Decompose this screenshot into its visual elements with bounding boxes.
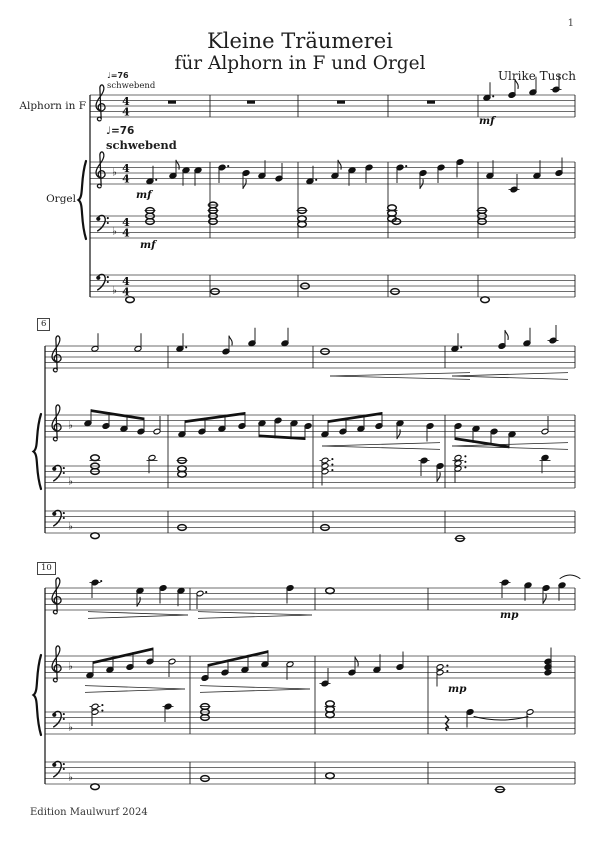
svg-text:4: 4 (122, 226, 130, 240)
rehearsal-mark-10: 10 (37, 562, 56, 575)
piece-title: Kleine Träumerei (207, 29, 393, 53)
instrument-label-alphorn: Alphorn in F (19, 100, 86, 112)
piece-subtitle: für Alphorn in F und Orgel (174, 53, 426, 74)
rehearsal-mark-6: 6 (37, 318, 50, 331)
svg-text:♭: ♭ (68, 660, 73, 673)
svg-text:4: 4 (122, 105, 130, 119)
tempo-mark-orgel: ♩=76 (106, 125, 135, 137)
svg-text:mf: mf (136, 189, 152, 201)
edition-footer: Edition Maulwurf 2024 (30, 807, 148, 818)
svg-text:mf: mf (140, 239, 156, 251)
svg-text:♭: ♭ (112, 225, 117, 238)
tempo-mark-alphorn: ♩=76 (107, 71, 129, 80)
page-number: 1 (567, 18, 574, 29)
tempo-expression-orgel: schwebend (106, 138, 177, 152)
svg-text:mp: mp (500, 609, 519, 621)
svg-text:4: 4 (122, 161, 130, 175)
svg-text:4: 4 (122, 274, 130, 288)
svg-text:♭: ♭ (112, 166, 117, 179)
svg-text:4: 4 (122, 285, 130, 299)
tempo-expression-alphorn: schwebend (107, 81, 156, 91)
svg-text:♭: ♭ (68, 419, 73, 432)
svg-text:♭: ♭ (68, 721, 73, 734)
svg-text:4: 4 (122, 94, 130, 108)
svg-text:mp: mp (448, 683, 467, 695)
svg-text:♭: ♭ (68, 475, 73, 488)
svg-text:♭: ♭ (68, 771, 73, 784)
svg-text:4: 4 (122, 215, 130, 229)
svg-text:♭: ♭ (68, 520, 73, 533)
svg-text:mf: mf (479, 115, 495, 127)
svg-text:4: 4 (122, 172, 130, 186)
svg-text:♭: ♭ (112, 284, 117, 297)
instrument-label-orgel: Orgel (46, 193, 76, 205)
composer-name: Ulrike Tusch (497, 69, 576, 83)
